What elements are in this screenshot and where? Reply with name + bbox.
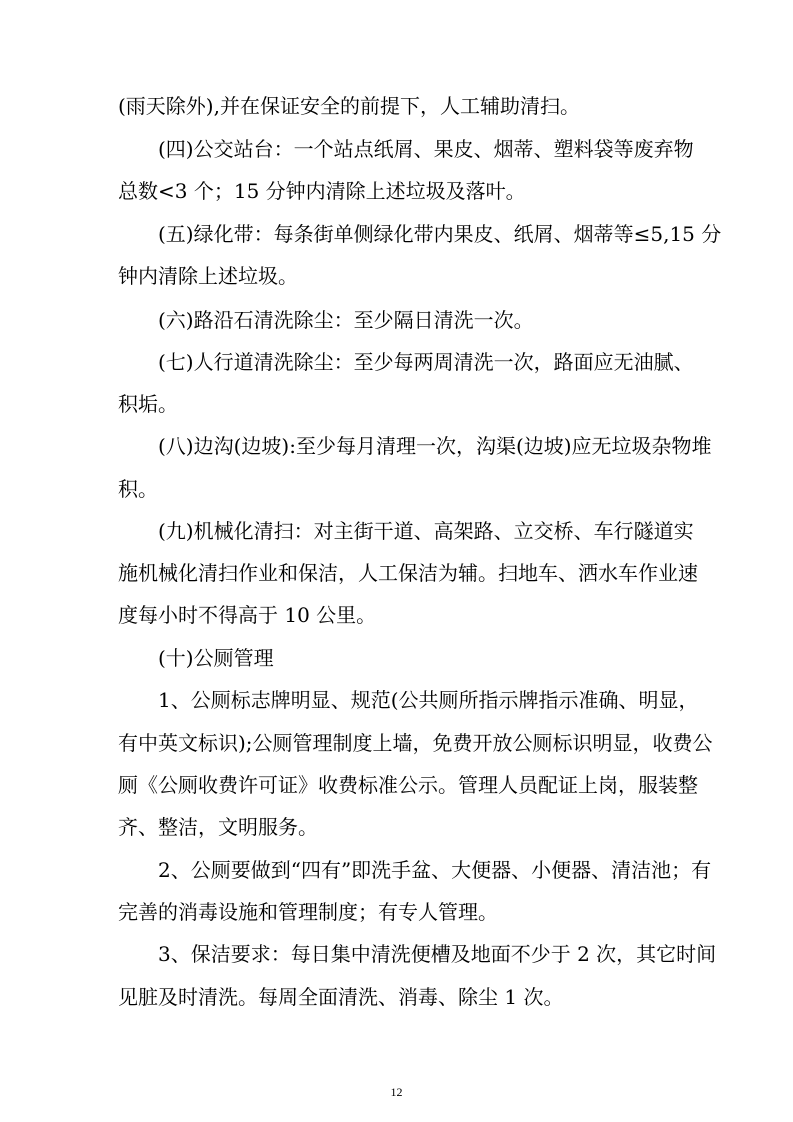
text-line: 钟内清除上述垃圾。 [118,264,298,288]
text-line: 3、保洁要求：每日集中清洗便槽及地面不少于 2 次，其它时间 [158,942,717,966]
text-line: (七)人行道清洗除尘：至少每两周清洗一次，路面应无油腻、 [158,350,694,374]
text-line: (五)绿化带：每条街单侧绿化带内果皮、纸屑、烟蒂等≤5,15 分 [158,222,722,246]
text-line: 积。 [118,477,158,501]
text-line: 齐、整洁，文明服务。 [118,815,318,839]
text-line: 总数<3 个；15 分钟内清除上述垃圾及落叶。 [118,179,526,203]
text-line: 有中英文标识);公厕管理制度上墙，免费开放公厕标识明显，收费公 [118,731,713,755]
text-line: 1、公厕标志牌明显、规范(公共厕所指示牌指示准确、明显， [158,688,699,712]
text-line: 厕《公厕收费许可证》收费标准公示。管理人员配证上岗，服装整 [118,773,698,797]
text-line: 积垢。 [118,392,178,416]
text-line: 度每小时不得高于 10 公里。 [118,603,377,627]
text-line: 2、公厕要做到“四有”即洗手盆、大便器、小便器、清洁池；有 [158,858,712,882]
text-line: (十)公厕管理 [158,646,274,670]
text-line: (八)边沟(边坡):至少每月清理一次，沟渠(边坡)应无垃圾杂物堆 [158,434,712,458]
text-line: (雨天除外),并在保证安全的前提下，人工辅助清扫。 [118,94,580,118]
text-line: (九)机械化清扫：对主街干道、高架路、立交桥、车行隧道实 [158,519,694,543]
text-line: 完善的消毒设施和管理制度；有专人管理。 [118,900,498,924]
text-line: (四)公交站台：一个站点纸屑、果皮、烟蒂、塑料袋等废弃物 [158,137,694,161]
text-line: 见脏及时清洗。每周全面清洗、消毒、除尘 1 次。 [118,985,564,1009]
page-number: 12 [390,1085,403,1099]
text-line: (六)路沿石清洗除尘：至少隔日清洗一次。 [158,308,534,332]
text-line: 施机械化清扫作业和保洁，人工保洁为辅。扫地车、洒水车作业速 [118,561,698,585]
